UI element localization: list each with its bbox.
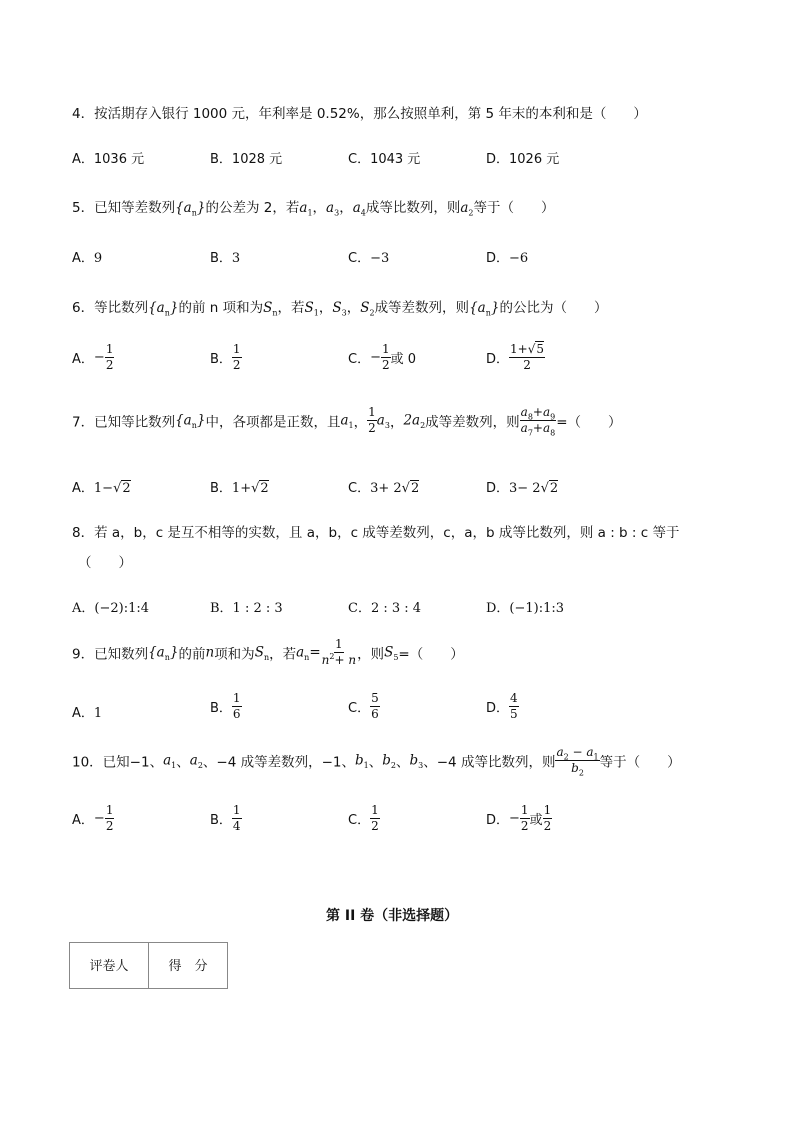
fraction: $\frac{a_2 - a_1}{b_2}$ xyxy=(556,745,599,778)
score-table xyxy=(69,942,228,989)
q10-option-a: A．− $\frac{1}{2}$ xyxy=(72,803,114,833)
q8-option-c: C．2 : 3 : 4 xyxy=(348,601,422,616)
q4-option-d: D．1026 元 xyxy=(486,152,560,167)
grader-cell: 评卷人 xyxy=(70,943,149,989)
q5-option-c: C．−3 xyxy=(348,251,390,266)
q5-option-d: D．−6 xyxy=(486,251,529,266)
sqrt-sign: √ xyxy=(401,481,410,496)
fraction: $\frac{1}{2}$ xyxy=(105,803,114,833)
q6-option-d: D． $\frac{1+√5}{2}$ xyxy=(486,342,545,372)
q9-option-c: C． $\frac{5}{6}$ xyxy=(348,691,379,721)
question-6-stem: 6．等比数列$\{a_n\}$的前 n 项和为$S_n$，若$S_1$，$S_3$，$S_2$成等差数列，则$\{a_n\}$的公比为（ ） xyxy=(72,300,608,318)
q8-option-d: D．(−1):1:3 xyxy=(486,601,565,616)
q10-option-d: D．− $\frac{1}{2}$ 或 $\frac{1}{2}$ xyxy=(486,803,552,833)
q7-option-b: B．1+√2 xyxy=(210,481,269,496)
sqrt-sign: √ xyxy=(527,342,536,356)
q4-option-c: C．1043 元 xyxy=(348,152,421,167)
sqrt-sign: √ xyxy=(113,481,122,496)
q9-option-b: B． $\frac{1}{6}$ xyxy=(210,691,241,721)
q8-option-b: B．1 : 2 : 3 xyxy=(210,601,283,616)
q6-option-a: A．− $\frac{1}{2}$ xyxy=(72,342,114,372)
question-7-stem: 7．已知等比数列$\{a_n\}$中，各项都是正数，且$a_1$， $\frac{1}{2}$ $a_3$，$2a_2$成等差数列，则 $\frac{a_8+a_9}{a_7+a_8}$ =（ ） xyxy=(72,405,622,438)
fraction: $\frac{a_8+a_9}{a_7+a_8}$ xyxy=(520,405,556,438)
question-8-stem-line2: （ ） xyxy=(78,555,132,571)
fraction: $\frac{1}{2}$ xyxy=(232,342,241,372)
fraction: $\frac{1}{6}$ xyxy=(232,691,241,721)
fraction: $\frac{1}{2}$ xyxy=(371,803,379,833)
fraction: $\frac{4}{5}$ xyxy=(510,691,518,721)
fraction: $\frac{1}{2}$ xyxy=(105,342,114,372)
fraction: $\frac{1}{n^2+ n}$ xyxy=(321,637,357,667)
q7-option-a: A．1−√2 xyxy=(72,481,131,496)
fraction: $\frac{1}{2}$ xyxy=(520,803,529,833)
section-ii-title: 第 II 卷（非选择题） xyxy=(326,908,459,924)
q6-option-b: B． $\frac{1}{2}$ xyxy=(210,342,241,372)
question-5-stem: 5．已知等差数列$\{a_n\}$的公差为 2，若$a_1$，$a_3$，$a_4$成等比数列，则$a_2$等于（ ） xyxy=(72,200,555,218)
q9-option-a: A．1 xyxy=(72,706,103,721)
question-10-stem: 10．已知−1、$a_1$、$a_2$、−4 成等差数列，−1、$b_1$、$b_2$、$b_3$、−4 成等比数列，则 $\frac{a_2 - a_1}{b_2}$ 等于（ ） xyxy=(72,745,681,778)
q9-option-d: D． $\frac{4}{5}$ xyxy=(486,691,518,721)
fraction: $\frac{1}{4}$ xyxy=(232,803,241,833)
question-8-stem-line1: 8．若 a，b，c 是互不相等的实数，且 a，b，c 成等差数列，c，a，b 成等比数列，则 a : b : c 等于 xyxy=(72,525,680,541)
q7-option-c: C．3+ 2√2 xyxy=(348,481,420,496)
q6-option-c: C．− $\frac{1}{2}$ 或 0 xyxy=(348,342,417,372)
q8-option-a: A．(−2):1:4 xyxy=(72,601,149,616)
fraction: $\frac{1}{2}$ xyxy=(381,342,390,372)
q4-option-b: B．1028 元 xyxy=(210,152,283,167)
q10-option-c: C． $\frac{1}{2}$ xyxy=(348,803,379,833)
q5-option-a: A．9 xyxy=(72,251,103,266)
sqrt-sign: √ xyxy=(540,481,549,496)
q5-option-b: B．3 xyxy=(210,251,241,266)
fraction: $\frac{1}{2}$ xyxy=(543,803,552,833)
score-cell: 得 分 xyxy=(149,943,228,989)
fraction: $\frac{1}{2}$ xyxy=(368,405,376,435)
question-4-stem: 4．按活期存入银行 1000 元，年利率是 0.52%，那么按照单利，第 5 年末的本利和是（ ） xyxy=(72,106,647,122)
fraction: $\frac{1+√5}{2}$ xyxy=(510,342,545,372)
sqrt-sign: √ xyxy=(251,481,260,496)
question-9-stem: 9．已知数列$\{a_n\}$的前n项和为$S_n$，若$a_n=$ $\frac{1}{n^2+ n}$ ，则$S_5=$（ ） xyxy=(72,637,464,667)
q4-option-a: A．1036 元 xyxy=(72,152,145,167)
fraction: $\frac{5}{6}$ xyxy=(371,691,379,721)
q10-option-b: B． $\frac{1}{4}$ xyxy=(210,803,241,833)
q7-option-d: D．3− 2√2 xyxy=(486,481,559,496)
